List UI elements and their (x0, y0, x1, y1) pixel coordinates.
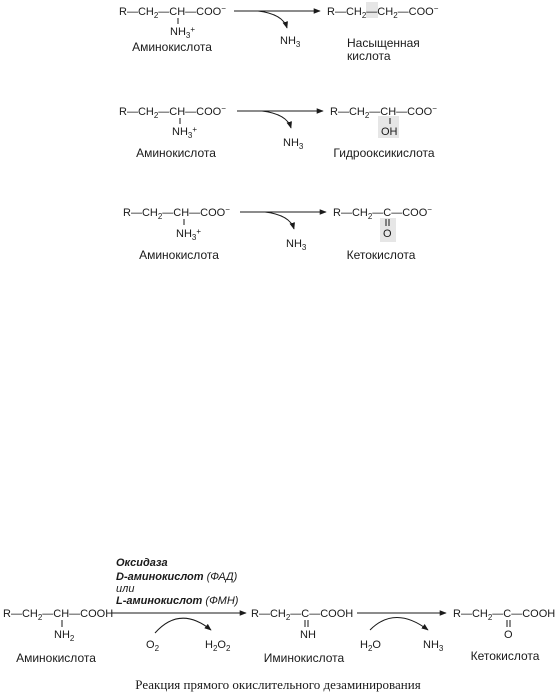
r1-nh3: $NH_3$ (280, 35, 301, 49)
r4-nh3: $NH_3$ (423, 639, 444, 653)
r2-label-hydroxy-acid: Гидрооксикислота (333, 146, 435, 160)
r3-side-arrow (265, 212, 294, 229)
r1-nh3-plus: $NH_3^+$ (170, 25, 196, 40)
r3-nh3: $NH_3$ (286, 238, 307, 252)
r4-h2o: $H_2O$ (360, 639, 381, 653)
r4-enzyme-name: Оксидаза (116, 557, 168, 569)
r1-label-saturated: Насыщенная (347, 36, 420, 50)
r2-oh: OH (381, 126, 398, 138)
r3-label-keto-acid: Кетокислота (346, 248, 416, 262)
r4-d-amino-acids: D-аминокислот (ФАД) (116, 571, 238, 583)
r4-o2: $O_2$ (146, 639, 160, 653)
r4-nh: NH (300, 629, 316, 641)
r2-hydroxy-acid-formula: $R—CH_2—CH—COO^-$ (330, 104, 437, 120)
r2-nh3: $NH_3$ (283, 137, 304, 151)
r3-keto-acid-formula: $R—CH_2—C—COO^-$ (333, 205, 432, 221)
r3-nh3-plus: $NH_3^+$ (176, 227, 202, 242)
figure-caption: Реакция прямого окислительного дезаминирования (135, 677, 421, 692)
r3-label-amino-acid: Аминокислота (139, 248, 219, 262)
reaction-4 (3, 557, 555, 665)
r4-keto-acid-formula: $R—CH_2—C—COOH$ (453, 608, 556, 622)
r3-o: O (383, 228, 392, 240)
r4-o: O (504, 629, 513, 641)
r4-h2o-arrow (370, 618, 428, 631)
reaction-3 (123, 205, 432, 262)
r1-label-acid: кислота (347, 49, 391, 63)
r2-nh3-plus: $NH_3^+$ (172, 125, 198, 140)
reaction-1 (119, 2, 439, 63)
reaction-2 (119, 104, 437, 160)
r2-label-amino-acid: Аминокислота (136, 146, 216, 160)
r4-nh2: $NH_2$ (54, 629, 75, 643)
r3-amino-acid-formula: $R—CH_2—CH—COO^-$ (123, 205, 230, 221)
r4-l-amino-acids: L-аминокислот (ФМН) (116, 595, 239, 607)
r4-or: или (116, 583, 135, 595)
r2-side-arrow (262, 111, 291, 128)
r1-amino-acid-formula: $R—CH_2—CH—COO^-$ (119, 4, 226, 20)
r4-amino-acid-formula: $R—CH_2—CH—COOH$ (3, 608, 114, 622)
r2-amino-acid-formula: $R—CH_2—CH—COO^-$ (119, 104, 226, 120)
r4-label-amino-acid: Аминокислота (16, 651, 96, 665)
r4-label-keto-acid: Кетокислота (470, 649, 540, 663)
r1-label-amino-acid: Аминокислота (132, 40, 212, 54)
r1-side-arrow (258, 11, 287, 28)
r4-label-imino-acid: Иминокислота (263, 651, 345, 665)
r4-h2o2: $H_2O_2$ (205, 639, 231, 653)
r4-o2-arrow (155, 618, 211, 633)
r4-imino-acid-formula: $R—CH_2—C—COOH$ (251, 608, 354, 622)
r1-saturated-acid-formula: $R—CH_2—CH_2—COO^-$ (327, 4, 439, 20)
